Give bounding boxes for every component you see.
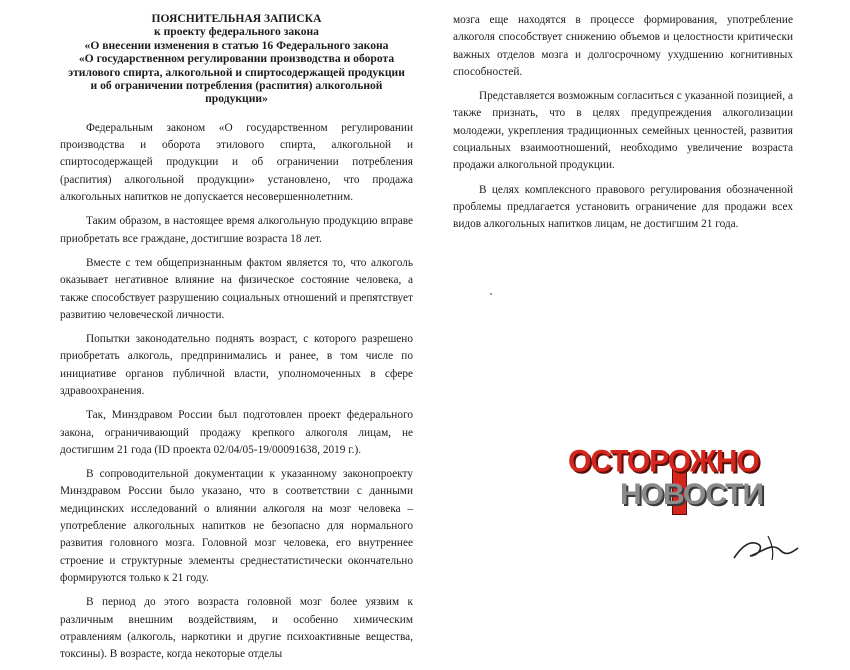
paragraph: В период до этого возраста головной мозг более уязвим к различным внешним воздействиям, и особенно химическим отравлениям (алкоголь, наркотики и другие психоактивные вещества, токсины). В возрасте, когда некоторые отделы <box>60 596 413 661</box>
paragraph: В сопроводительной документации к указанному законопроекту Минздравом России было указано, что в соответствии с данными медицинских исследований о влиянии алкоголя на мозг человека – употребление алкогольных напитков не безопасно для нормального развития головного мозга. Головной мозг человека, его внутреннее строение и структурные элементы среднестатистически окончательно формируются только к 21 году. <box>60 468 413 584</box>
title-line-subject: к проекту федерального закона <box>154 25 319 39</box>
left-column <box>60 12 413 670</box>
logo-text-line2: НОВОСТИ <box>620 478 764 511</box>
paragraph: Попытки законодательно поднять возраст, с которого разрешено приобретать алкоголь, предпринимались и ранее, в том числе по инициативе органов публичной власти, уполномоченных в сфере здравоохранения. <box>60 333 413 397</box>
title-line-law-name: «О государственном регулировании производства и оборота этилового спирта, алкогольной и спиртосодержащей продукции и об ограничении потребления (распития) алкогольной продукции» <box>68 52 405 106</box>
paragraph: Так, Минздравом России был подготовлен проект федерального закона, ограничивающий продажу крепкого алкоголя лицам, не достигшим 21 года (ID проекта 02/04/05-19/00091638, 2019 г.). <box>60 409 413 456</box>
signature-mark <box>728 532 818 562</box>
logo-text-line1: ОСТОРОЖНО <box>568 444 759 479</box>
watermark-logo <box>568 445 788 515</box>
paragraph: В целях комплексного правового регулирования обозначенной проблемы предлагается установить ограничение для продажи всех видов алкогольных напитков лицам, не достигшим 21 года. <box>453 183 793 231</box>
scan-speck <box>490 293 492 295</box>
right-column <box>453 12 793 241</box>
paragraph: Таким образом, в настоящее время алкогольную продукцию вправе приобретать все граждане, достигшие возраста 18 лет. <box>60 215 413 245</box>
title-line-heading: ПОЯСНИТЕЛЬНАЯ ЗАПИСКА <box>151 12 322 25</box>
document-title <box>66 12 407 106</box>
paragraph: Представляется возможным согласиться с указанной позицией, а также признать, что в целях предупреждения алкоголизации молодежи, укрепления традиционных семейных ценностей, развития социальных взаимоотношений, необходимо увеличение возраста продажи алкогольной продукции. <box>453 90 793 172</box>
title-line-amendment: «О внесении изменения в статью 16 Федерального закона <box>84 38 389 52</box>
paragraph: Федеральным законом «О государственном регулировании производства и оборота этилового спирта, алкогольной и спиртосодержащей продукции и об ограничении потребления (распития) алкогольной продукции» установлено, что продажа алкогольных напитков не допускается несовершеннолетним. <box>60 121 413 204</box>
paragraph: Вместе с тем общепризнанным фактом является то, что алкоголь оказывает негативное влияние на физическое состояние человека, а также способствует разрушению социальных отношений и препятствует развитию человеческой личности. <box>60 256 413 321</box>
paragraph-continuation: мозга еще находятся в процессе формирования, употребление алкоголя способствует снижению объемов и целостности критически важных отделов мозга и долгосрочному ухудшению когнитивных способностей. <box>453 14 793 78</box>
